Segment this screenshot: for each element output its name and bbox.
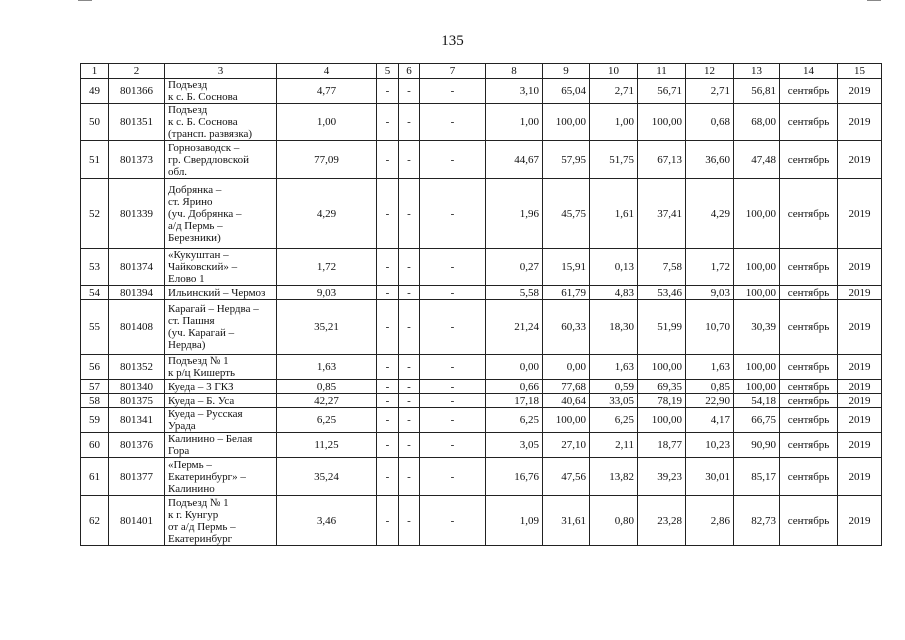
year-cell: 2019 <box>838 408 882 433</box>
road-name-line: Урада <box>168 420 196 432</box>
col-5-cell: - <box>377 79 399 104</box>
col-10-cell: 0,80 <box>590 496 638 546</box>
month-cell: сентябрь <box>780 286 838 300</box>
col-12-cell: 4,17 <box>686 408 734 433</box>
col-12-cell: 36,60 <box>686 141 734 179</box>
col-12-cell: 0,68 <box>686 104 734 141</box>
road-name-line: Куеда – Б. Уса <box>168 394 235 407</box>
col-6-cell: - <box>399 104 420 141</box>
column-header-8: 8 <box>486 64 543 79</box>
road-name-line: Куеда – 3 ГКЗ <box>168 380 234 393</box>
road-name-cell <box>165 300 277 355</box>
month-cell: сентябрь <box>780 249 838 286</box>
col-13-cell: 100,00 <box>734 286 780 300</box>
col-12-cell: 22,90 <box>686 394 734 408</box>
table-body <box>81 79 882 546</box>
col-11-cell: 53,46 <box>638 286 686 300</box>
month-cell: сентябрь <box>780 496 838 546</box>
column-header-6: 6 <box>399 64 420 79</box>
page-number: 135 <box>441 33 464 49</box>
col-9-cell: 47,56 <box>543 458 590 496</box>
col-9-cell: 0,00 <box>543 355 590 380</box>
year-cell: 2019 <box>838 104 882 141</box>
road-code-cell: 801377 <box>109 458 165 496</box>
col-9-cell: 100,00 <box>543 104 590 141</box>
col-6-cell: - <box>399 300 420 355</box>
row-number-cell: 59 <box>81 408 109 433</box>
col-11-cell: 69,35 <box>638 380 686 394</box>
year-cell: 2019 <box>838 79 882 104</box>
year-cell: 2019 <box>838 355 882 380</box>
col-9-cell: 27,10 <box>543 433 590 458</box>
table-row <box>81 286 882 300</box>
col-6-cell: - <box>399 286 420 300</box>
col-11-cell: 18,77 <box>638 433 686 458</box>
col-5-cell: - <box>377 249 399 286</box>
col-9-cell: 77,68 <box>543 380 590 394</box>
month-cell: сентябрь <box>780 408 838 433</box>
col-5-cell: - <box>377 394 399 408</box>
road-name-line: к с. Б. Соснова <box>168 91 238 103</box>
col-13-cell: 30,39 <box>734 300 780 355</box>
road-name-line: (трансп. развязка) <box>168 128 253 140</box>
column-header-15: 15 <box>838 64 882 79</box>
year-cell: 2019 <box>838 394 882 408</box>
table-row <box>81 408 882 433</box>
table-row <box>81 496 882 546</box>
row-number-cell: 56 <box>81 355 109 380</box>
col-9-cell: 60,33 <box>543 300 590 355</box>
col-5-cell: - <box>377 496 399 546</box>
col-9-cell: 61,79 <box>543 286 590 300</box>
col-10-cell: 2,71 <box>590 79 638 104</box>
col-5-cell: - <box>377 179 399 249</box>
table-header-row <box>81 64 882 79</box>
road-name-line: «Кукуштан – <box>168 249 229 261</box>
col-9-cell: 31,61 <box>543 496 590 546</box>
road-name-line: Куеда – Русская <box>168 408 243 420</box>
col-5-cell: - <box>377 355 399 380</box>
col-13-cell: 66,75 <box>734 408 780 433</box>
road-name-line: Подъезд <box>168 104 208 116</box>
column-header-2: 2 <box>109 64 165 79</box>
month-cell: сентябрь <box>780 141 838 179</box>
col-12-cell: 1,63 <box>686 355 734 380</box>
row-number-cell: 52 <box>81 179 109 249</box>
col-10-cell: 6,25 <box>590 408 638 433</box>
col-7-cell: - <box>420 104 486 141</box>
col-7-cell: - <box>420 179 486 249</box>
col-7-cell: - <box>420 141 486 179</box>
road-name-line: Гора <box>168 445 190 457</box>
length-total-cell: 6,25 <box>277 408 377 433</box>
row-number-cell: 54 <box>81 286 109 300</box>
col-5-cell: - <box>377 141 399 179</box>
month-cell: сентябрь <box>780 355 838 380</box>
road-name-cell <box>165 286 277 300</box>
col-12-cell: 2,71 <box>686 79 734 104</box>
column-header-14: 14 <box>780 64 838 79</box>
col-8-cell: 6,25 <box>486 408 543 433</box>
col-5-cell: - <box>377 104 399 141</box>
column-header-7: 7 <box>420 64 486 79</box>
length-total-cell: 1,72 <box>277 249 377 286</box>
road-name-line: Добрянка – <box>168 183 222 196</box>
length-total-cell: 42,27 <box>277 394 377 408</box>
road-name-cell <box>165 249 277 286</box>
month-cell: сентябрь <box>780 433 838 458</box>
road-name-cell <box>165 458 277 496</box>
col-6-cell: - <box>399 141 420 179</box>
length-total-cell: 0,85 <box>277 380 377 394</box>
col-12-cell: 0,85 <box>686 380 734 394</box>
col-8-cell: 1,00 <box>486 104 543 141</box>
table-row <box>81 249 882 286</box>
road-code-cell: 801339 <box>109 179 165 249</box>
road-name-cell <box>165 104 277 141</box>
col-12-cell: 4,29 <box>686 179 734 249</box>
col-13-cell: 82,73 <box>734 496 780 546</box>
column-header-5: 5 <box>377 64 399 79</box>
road-code-cell: 801375 <box>109 394 165 408</box>
row-number-cell: 51 <box>81 141 109 179</box>
col-13-cell: 85,17 <box>734 458 780 496</box>
col-7-cell: - <box>420 394 486 408</box>
col-12-cell: 10,23 <box>686 433 734 458</box>
col-13-cell: 100,00 <box>734 179 780 249</box>
year-cell: 2019 <box>838 249 882 286</box>
col-11-cell: 67,13 <box>638 141 686 179</box>
col-7-cell: - <box>420 433 486 458</box>
col-11-cell: 100,00 <box>638 104 686 141</box>
col-10-cell: 33,05 <box>590 394 638 408</box>
col-10-cell: 1,63 <box>590 355 638 380</box>
month-cell: сентябрь <box>780 458 838 496</box>
corner-mark-right <box>867 0 881 1</box>
road-name-line: к р/ц Кишерть <box>168 367 236 379</box>
road-code-cell: 801340 <box>109 380 165 394</box>
road-name-line: гр. Свердловской <box>168 153 249 166</box>
col-8-cell: 3,05 <box>486 433 543 458</box>
year-cell: 2019 <box>838 496 882 546</box>
table-row <box>81 355 882 380</box>
col-12-cell: 2,86 <box>686 496 734 546</box>
col-5-cell: - <box>377 433 399 458</box>
col-10-cell: 51,75 <box>590 141 638 179</box>
month-cell: сентябрь <box>780 104 838 141</box>
col-6-cell: - <box>399 249 420 286</box>
road-name-line: Подъезд <box>168 79 208 91</box>
road-name-cell <box>165 141 277 179</box>
col-10-cell: 1,61 <box>590 179 638 249</box>
col-11-cell: 23,28 <box>638 496 686 546</box>
table-row <box>81 394 882 408</box>
col-10-cell: 0,59 <box>590 380 638 394</box>
col-8-cell: 0,27 <box>486 249 543 286</box>
road-data-table <box>80 63 882 546</box>
column-header-4: 4 <box>277 64 377 79</box>
year-cell: 2019 <box>838 300 882 355</box>
road-name-line: Екатеринбург» – <box>168 470 246 483</box>
row-number-cell: 49 <box>81 79 109 104</box>
road-name-cell <box>165 79 277 104</box>
col-11-cell: 51,99 <box>638 300 686 355</box>
col-11-cell: 100,00 <box>638 355 686 380</box>
road-code-cell: 801366 <box>109 79 165 104</box>
year-cell: 2019 <box>838 458 882 496</box>
month-cell: сентябрь <box>780 394 838 408</box>
table-row <box>81 380 882 394</box>
col-8-cell: 44,67 <box>486 141 543 179</box>
col-12-cell: 30,01 <box>686 458 734 496</box>
col-7-cell: - <box>420 300 486 355</box>
road-name-line: Калинино – Белая <box>168 433 253 445</box>
length-total-cell: 4,29 <box>277 179 377 249</box>
road-name-cell <box>165 394 277 408</box>
road-code-cell: 801373 <box>109 141 165 179</box>
road-name-line: Березники) <box>168 231 221 244</box>
road-name-line: Горнозаводск – <box>168 141 240 154</box>
road-name-cell <box>165 380 277 394</box>
road-name-line: (уч. Карагай – <box>168 327 235 339</box>
length-total-cell: 11,25 <box>277 433 377 458</box>
row-number-cell: 55 <box>81 300 109 355</box>
col-7-cell: - <box>420 458 486 496</box>
table-row <box>81 433 882 458</box>
col-8-cell: 1,09 <box>486 496 543 546</box>
column-header-1: 1 <box>81 64 109 79</box>
column-header-13: 13 <box>734 64 780 79</box>
road-code-cell: 801408 <box>109 300 165 355</box>
month-cell: сентябрь <box>780 380 838 394</box>
col-8-cell: 1,96 <box>486 179 543 249</box>
road-name-line: Карагай – Нердва – <box>168 303 259 315</box>
road-name-cell <box>165 408 277 433</box>
road-code-cell: 801394 <box>109 286 165 300</box>
road-name-line: Калинино <box>168 482 215 495</box>
road-code-cell: 801352 <box>109 355 165 380</box>
col-8-cell: 3,10 <box>486 79 543 104</box>
column-header-3: 3 <box>165 64 277 79</box>
road-name-line: а/д Пермь – <box>168 219 223 232</box>
length-total-cell: 35,24 <box>277 458 377 496</box>
col-6-cell: - <box>399 458 420 496</box>
col-13-cell: 68,00 <box>734 104 780 141</box>
col-5-cell: - <box>377 458 399 496</box>
road-name-line: Ильинский – Чермоз <box>168 286 266 299</box>
col-13-cell: 100,00 <box>734 249 780 286</box>
road-name-line: Чайковский» – <box>168 261 238 273</box>
road-name-line: ст. Пашня <box>168 315 215 327</box>
column-header-9: 9 <box>543 64 590 79</box>
road-name-line: Елово 1 <box>168 273 205 285</box>
road-name-cell <box>165 355 277 380</box>
road-code-cell: 801401 <box>109 496 165 546</box>
road-name-cell <box>165 496 277 546</box>
col-7-cell: - <box>420 496 486 546</box>
col-6-cell: - <box>399 408 420 433</box>
col-8-cell: 16,76 <box>486 458 543 496</box>
col-9-cell: 100,00 <box>543 408 590 433</box>
column-header-10: 10 <box>590 64 638 79</box>
corner-mark-left <box>78 0 92 1</box>
col-12-cell: 9,03 <box>686 286 734 300</box>
length-total-cell: 9,03 <box>277 286 377 300</box>
length-total-cell: 1,63 <box>277 355 377 380</box>
road-code-cell: 801351 <box>109 104 165 141</box>
table-row <box>81 79 882 104</box>
row-number-cell: 62 <box>81 496 109 546</box>
col-7-cell: - <box>420 79 486 104</box>
length-total-cell: 1,00 <box>277 104 377 141</box>
col-11-cell: 37,41 <box>638 179 686 249</box>
col-10-cell: 2,11 <box>590 433 638 458</box>
col-10-cell: 0,13 <box>590 249 638 286</box>
column-header-11: 11 <box>638 64 686 79</box>
road-name-line: к г. Кунгур <box>168 508 219 521</box>
table-row <box>81 104 882 141</box>
col-13-cell: 100,00 <box>734 355 780 380</box>
col-8-cell: 0,00 <box>486 355 543 380</box>
year-cell: 2019 <box>838 179 882 249</box>
col-13-cell: 54,18 <box>734 394 780 408</box>
row-number-cell: 58 <box>81 394 109 408</box>
col-8-cell: 5,58 <box>486 286 543 300</box>
col-5-cell: - <box>377 408 399 433</box>
col-13-cell: 90,90 <box>734 433 780 458</box>
col-6-cell: - <box>399 496 420 546</box>
col-11-cell: 56,71 <box>638 79 686 104</box>
year-cell: 2019 <box>838 141 882 179</box>
col-6-cell: - <box>399 380 420 394</box>
col-13-cell: 56,81 <box>734 79 780 104</box>
table-row <box>81 141 882 179</box>
road-code-cell: 801374 <box>109 249 165 286</box>
col-5-cell: - <box>377 380 399 394</box>
road-name-cell <box>165 433 277 458</box>
col-11-cell: 39,23 <box>638 458 686 496</box>
length-total-cell: 4,77 <box>277 79 377 104</box>
road-name-line: Подъезд № 1 <box>168 496 229 509</box>
road-name-line: к с. Б. Соснова <box>168 116 238 128</box>
row-number-cell: 53 <box>81 249 109 286</box>
col-6-cell: - <box>399 179 420 249</box>
year-cell: 2019 <box>838 433 882 458</box>
col-9-cell: 15,91 <box>543 249 590 286</box>
col-8-cell: 0,66 <box>486 380 543 394</box>
table-row <box>81 458 882 496</box>
road-name-line: Екатеринбург <box>168 532 233 545</box>
col-13-cell: 100,00 <box>734 380 780 394</box>
col-5-cell: - <box>377 286 399 300</box>
road-name-line: (уч. Добрянка – <box>168 207 242 220</box>
road-name-cell <box>165 179 277 249</box>
length-total-cell: 77,09 <box>277 141 377 179</box>
col-6-cell: - <box>399 433 420 458</box>
col-11-cell: 78,19 <box>638 394 686 408</box>
col-9-cell: 57,95 <box>543 141 590 179</box>
col-7-cell: - <box>420 249 486 286</box>
year-cell: 2019 <box>838 380 882 394</box>
month-cell: сентябрь <box>780 179 838 249</box>
row-number-cell: 57 <box>81 380 109 394</box>
road-name-line: Подъезд № 1 <box>168 355 229 367</box>
col-9-cell: 65,04 <box>543 79 590 104</box>
col-9-cell: 45,75 <box>543 179 590 249</box>
col-10-cell: 1,00 <box>590 104 638 141</box>
road-name-line: от а/д Пермь – <box>168 520 236 533</box>
col-7-cell: - <box>420 408 486 433</box>
col-8-cell: 21,24 <box>486 300 543 355</box>
col-10-cell: 4,83 <box>590 286 638 300</box>
col-11-cell: 7,58 <box>638 249 686 286</box>
length-total-cell: 35,21 <box>277 300 377 355</box>
col-6-cell: - <box>399 394 420 408</box>
road-code-cell: 801376 <box>109 433 165 458</box>
table-row <box>81 179 882 249</box>
col-12-cell: 1,72 <box>686 249 734 286</box>
col-12-cell: 10,70 <box>686 300 734 355</box>
column-header-12: 12 <box>686 64 734 79</box>
col-7-cell: - <box>420 355 486 380</box>
month-cell: сентябрь <box>780 300 838 355</box>
road-name-line: ст. Ярино <box>168 195 213 208</box>
col-7-cell: - <box>420 380 486 394</box>
road-code-cell: 801341 <box>109 408 165 433</box>
col-8-cell: 17,18 <box>486 394 543 408</box>
row-number-cell: 61 <box>81 458 109 496</box>
col-13-cell: 47,48 <box>734 141 780 179</box>
road-name-line: «Пермь – <box>168 458 212 471</box>
length-total-cell: 3,46 <box>277 496 377 546</box>
road-name-line: Нердва) <box>168 339 206 351</box>
col-10-cell: 18,30 <box>590 300 638 355</box>
col-11-cell: 100,00 <box>638 408 686 433</box>
month-cell: сентябрь <box>780 79 838 104</box>
col-9-cell: 40,64 <box>543 394 590 408</box>
row-number-cell: 50 <box>81 104 109 141</box>
col-6-cell: - <box>399 355 420 380</box>
col-5-cell: - <box>377 300 399 355</box>
row-number-cell: 60 <box>81 433 109 458</box>
col-10-cell: 13,82 <box>590 458 638 496</box>
table-row <box>81 300 882 355</box>
road-name-line: обл. <box>168 165 188 178</box>
year-cell: 2019 <box>838 286 882 300</box>
col-6-cell: - <box>399 79 420 104</box>
col-7-cell: - <box>420 286 486 300</box>
